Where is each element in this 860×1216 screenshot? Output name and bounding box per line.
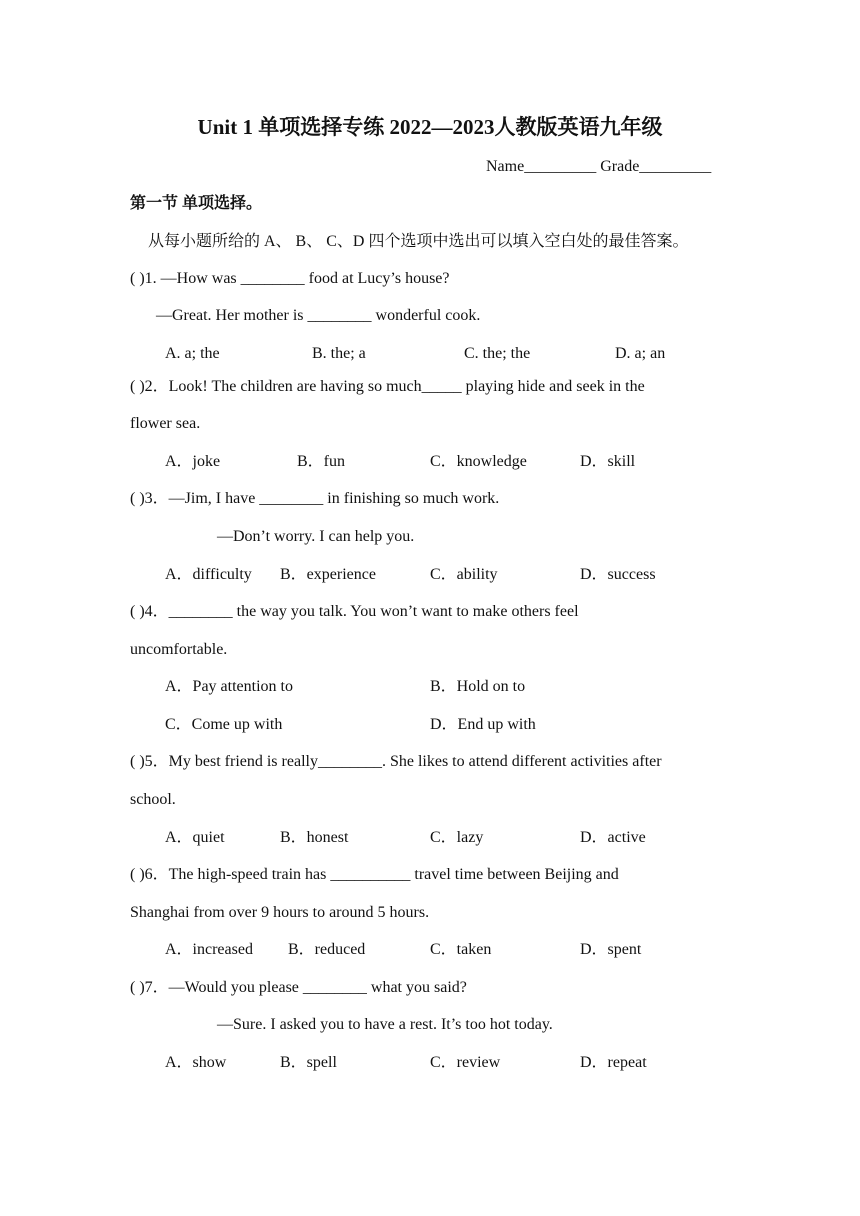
question-4-option-b: B．Hold on to (430, 678, 526, 695)
question-6-option-c: C．taken (430, 941, 492, 958)
question-4-option-a: A．Pay attention to (165, 678, 293, 695)
question-5-option-a: A．quiet (165, 829, 225, 846)
question-2-stem: ( )2．Look! The children are having so much_____ playing hide and seek in the (130, 378, 645, 395)
question-6-stem: ( )6．The high-speed train has __________ travel time between Beijing and (130, 866, 619, 883)
question-3-option-b: B．experience (280, 566, 376, 583)
question-3-option-d: D．success (580, 566, 656, 583)
name-grade-field: Name_________ Grade_________ (486, 158, 712, 175)
question-7-option-d: D．repeat (580, 1054, 647, 1071)
question-4-option-d: D．End up with (430, 716, 536, 733)
question-5-stem: ( )5．My best friend is really________. She likes to attend different activities after (130, 753, 662, 770)
question-3-reply: —Don’t worry. I can help you. (217, 528, 415, 545)
question-1-option-a: A. a; the (165, 345, 220, 362)
question-6-option-b: B．reduced (288, 941, 366, 958)
question-7-option-b: B．spell (280, 1054, 337, 1071)
question-5-option-c: C．lazy (430, 829, 484, 846)
question-1-option-b: B. the; a (312, 345, 366, 362)
question-6-stem-cont: Shanghai from over 9 hours to around 5 hours. (130, 904, 430, 921)
section-heading: 第一节 单项选择。 (130, 195, 263, 212)
question-6-option-a: A．increased (165, 941, 253, 958)
section-instruction: 从每小题所给的 A、 B、 C、D 四个选项中选出可以填入空白处的最佳答案。 (148, 233, 689, 250)
question-7-stem: ( )7．—Would you please ________ what you said? (130, 979, 467, 996)
question-2-option-b: B．fun (297, 453, 346, 470)
question-7-option-a: A．show (165, 1054, 227, 1071)
question-7-option-c: C．review (430, 1054, 501, 1071)
question-4-stem-cont: uncomfortable. (130, 641, 228, 658)
question-3-option-a: A．difficulty (165, 566, 252, 583)
question-3-option-c: C．ability (430, 566, 498, 583)
question-4-stem: ( )4．________ the way you talk. You won’t want to make others feel (130, 603, 579, 620)
question-2-option-c: C．knowledge (430, 453, 527, 470)
question-5-option-b: B．honest (280, 829, 349, 846)
page-title: Unit 1 单项选择专练 2022—2023人教版英语九年级 (197, 115, 663, 139)
question-2-option-a: A．joke (165, 453, 221, 470)
question-1-stem: ( )1. —How was ________ food at Lucy’s house? (130, 270, 450, 287)
question-3-stem: ( )3．—Jim, I have ________ in finishing so much work. (130, 490, 500, 507)
question-6-option-d: D．spent (580, 941, 642, 958)
question-2-option-d: D．skill (580, 453, 636, 470)
question-5-option-d: D．active (580, 829, 646, 846)
question-1-option-d: D. a; an (615, 345, 666, 362)
question-1-reply: —Great. Her mother is ________ wonderful cook. (156, 307, 481, 324)
question-4-option-c: C．Come up with (165, 716, 283, 733)
question-2-stem-cont: flower sea. (130, 415, 201, 432)
question-1-option-c: C. the; the (464, 345, 531, 362)
question-7-reply: —Sure. I asked you to have a rest. It’s too hot today. (217, 1016, 553, 1033)
question-5-stem-cont: school. (130, 791, 176, 808)
